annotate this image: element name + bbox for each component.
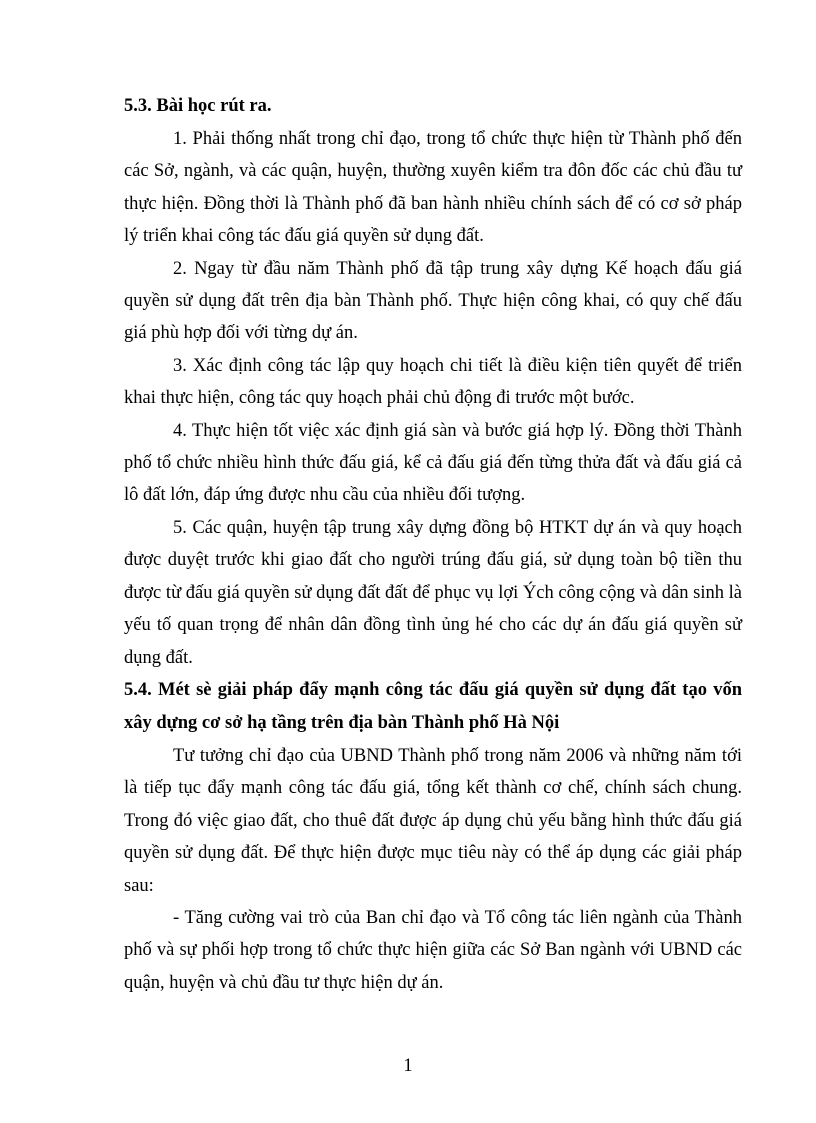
paragraph-solution-1: - Tăng cường vai trò của Ban chỉ đạo và Tổ công tác liên ngành của Thành phố và sự phối hợp trong tổ chức thực hiện giữa các Sở Ban ngành với UBND các quận, huyện và chủ đầu tư thực hiện dự án. [124, 907, 742, 993]
section-5-4-heading: 5.4. Mét sè giải pháp đẩy mạnh công tác đấu giá quyền sử dụng đất tạo vốn xây dựng cơ sở hạ tầng trên địa bàn Thành phố Hà Nội [124, 679, 742, 733]
document-page [124, 90, 742, 999]
paragraph-lesson-3: 3. Xác định công tác lập quy hoạch chi tiết là điều kiện tiên quyết để triển khai thực hiện, công tác quy hoạch phải chủ động đi trước một bước. [124, 355, 742, 409]
paragraph-lesson-4: 4. Thực hiện tốt việc xác định giá sàn và bước giá hợp lý. Đồng thời Thành phố tổ chức nhiều hình thức đấu giá, kể cả đấu giá đến từng thửa đất và đấu giá cả lô đất lớn, đáp ứng được nhu cầu của nhiều đối tượng. [124, 420, 742, 506]
page-number: 1 [403, 1056, 413, 1076]
paragraph-lesson-5: 5. Các quận, huyện tập trung xây dựng đồng bộ HTKT dự án và quy hoạch được duyệt trước khi giao đất cho người trúng đấu giá, sử dụng toàn bộ tiền thu được từ đấu giá quyền sử dụng đất đất để phục vụ lợi Ých công cộng và dân sinh là yếu tố quan trọng để nhân dân đồng tình ủng hé cho các dự án đấu giá quyền sử dụng đất. [124, 517, 742, 668]
paragraph-guiding-ideology: Tư tưởng chỉ đạo của UBND Thành phố trong năm 2006 và những năm tới là tiếp tục đẩy mạnh công tác đấu giá, tổng kết thành cơ chế, chính sách chung. Trong đó việc giao đất, cho thuê đất được áp dụng chủ yếu bằng hình thức đấu giá quyền sử dụng đất. Để thực hiện được mục tiêu này có thể áp dụng các giải pháp sau: [124, 745, 742, 896]
paragraph-lesson-2: 2. Ngay từ đầu năm Thành phố đã tập trung xây dựng Kế hoạch đấu giá quyền sử dụng đất trên địa bàn Thành phố. Thực hiện công khai, có quy chế đấu giá phù hợp đối với từng dự án. [124, 258, 742, 344]
paragraph-lesson-1: 1. Phải thống nhất trong chỉ đạo, trong tổ chức thực hiện từ Thành phố đến các Sở, ngành, và các quận, huyện, thường xuyên kiểm tra đôn đốc các chủ đầu tư thực hiện. Đồng thời là Thành phố đã ban hành nhiều chính sách để có cơ sở pháp lý triển khai công tác đấu giá quyền sử dụng đất. [124, 129, 742, 247]
section-5-3-heading: 5.3. Bài học rút ra. [124, 96, 272, 116]
